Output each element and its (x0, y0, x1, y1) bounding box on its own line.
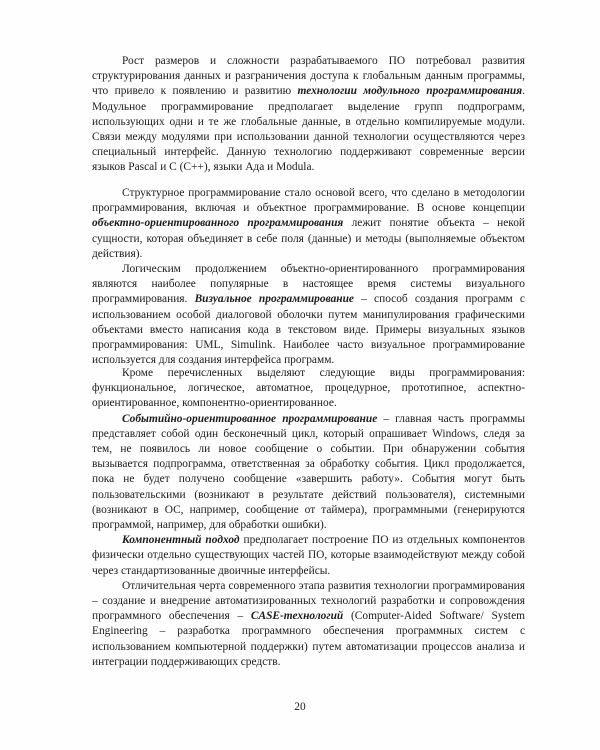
paragraph-text: Отличительная черта современного этапа развития технологии программирования – создание и внедрение автоматизированных технологий разработки и сопровождения программного обеспечения – (92, 579, 525, 623)
paragraph-text: предполагает построение ПО из отдельных компонентов физически отдельно существующих частей ПО, которые взаимодействуют между собой через стандартизованные двоичные интерфейсы. (92, 534, 525, 577)
paragraph-case (92, 579, 525, 670)
text-block-paradigms (92, 366, 525, 670)
paragraph-component (92, 533, 525, 579)
paragraph-text: Логическим продолжением объектно-ориентированного программирования являются наиболее популярные в настоящее время системы визуального программирования. (92, 263, 525, 306)
paragraph-text: – главная часть программы представляет собой один бесконечный цикл, который опрашивает Windows, следя за тем, не появилось ли новое сообщение о событии. При обнаружении события вызывается подпрограмма, ответственная за обработку события. Цикл продолжается, пока не будет получено сообщение «завершить работу». События могут быть пользовательскими (возникают в результате действий пользователя), системными (возникают в ОС, например, сообщение от таймера), программными (генерируются программой, например, для обработки ошибки). (92, 412, 525, 532)
page-number: 20 (294, 701, 306, 713)
paragraph-text: лежит понятие объекта – некой сущности, которая объединяет в себе поля (данные) и методы (выполняемые объектом действия). (92, 217, 525, 260)
term-visual-programming: Визуальное программирование (194, 293, 354, 306)
term-event-driven: Событийно-ориентированное программирование (122, 412, 378, 425)
paragraph-visual-programming (92, 262, 525, 368)
paragraph-text: (Computer-Aided Software/ System Engineering – разработка программного обеспечения программных систем с использованием компьютерной поддержки) путем автоматизации процессов анализа и интеграции поддерживающих средств. (92, 610, 525, 668)
paragraph-event-driven (92, 412, 525, 534)
paragraph-text: Кроме перечисленных выделяют следующие виды программирования: функциональное, логическое, автоматное, процедурное, прототипное, аспектно-ориентированное, компонентно-ориентированное. (92, 367, 525, 410)
paragraph-text: . Модульное программирование предполагает выделение групп подпрограмм, использующих одни и те же глобальные данные, в отдельно компилируемые модули. Связи между модулями при использовании данной технологии осуществляются через специальный интерфейс. Данную технологию поддерживают современные версии языков Pascal и С (С++), языки Ада и Modula. (92, 85, 525, 174)
paragraph-modular-programming (92, 54, 525, 176)
text-block-modular (92, 54, 525, 176)
paragraph-text: Рост размеров и сложности разрабатываемого ПО потребовал развития структурирования данных и разграничения доступа к глобальным данным программы, что привело к появлению и развитию (92, 55, 525, 98)
text-block-oop-visual (92, 186, 525, 368)
paragraph-paradigm-list (92, 366, 525, 412)
term-case-technologies: CASE-технологий (250, 610, 344, 623)
term-component-approach: Компонентный подход (122, 534, 240, 547)
paragraph-text: – способ создания программ с использованием особой диалоговой оболочки путем манипулирования графическими объектами вместо написания кода в текстовом виде. Примеры визуальных языков программирования: UML, Simulink. Наиболее часто визуальное программирование используется для создания интерфейса программ. (92, 293, 525, 367)
paragraph-text: Структурное программирование стало основой всего, что сделано в методологии программирования, включая и объектное программирование. В основе концепции (92, 187, 525, 215)
term-modular-programming: технологии модульного программирования (297, 85, 523, 98)
paragraph-oop (92, 186, 525, 262)
term-oop: объектно-ориентированного программирования (92, 217, 344, 230)
